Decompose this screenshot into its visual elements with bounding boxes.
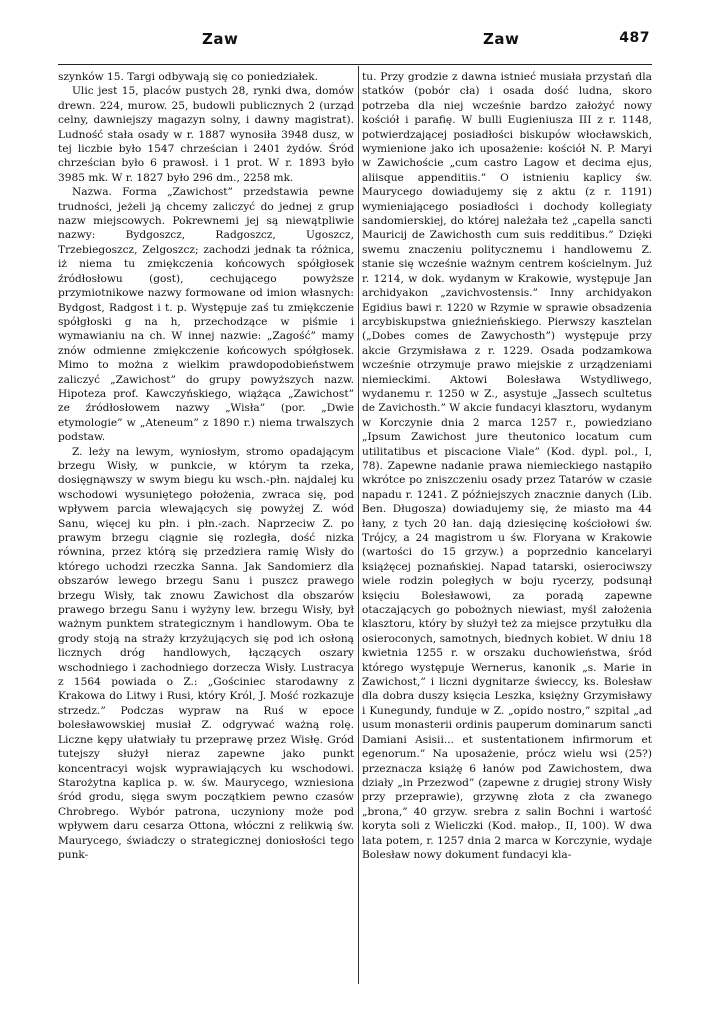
page-number: 487 <box>619 30 650 46</box>
left-column <box>58 70 354 986</box>
paragraph: szynków 15. Targi odbywają się co poniedziałek. <box>58 71 319 83</box>
paragraph: tu. Przy grodzie z dawna istnieć musiała przystań dla statków (pobór cła) i osada dość ludna, skoro potrzeba dla niej wcześnie bardzo założyć nowy kościół i parafię. W bulli Eugieniusza III z r. 1148, potwierdzającej posiadłości biskupów włocławskich, wymienione jako ich uposażenie: kościół N. P. Maryi w Zawichoście „cum castro Lagow et decima ejus, aliisque appenditiis.” O istnieniu kaplicy św. Maurycego dowiadujemy się z aktu (z r. 1191) wymieniającego posiadłości i dochody kollegiaty sandomierskiej, do której należała też „capella sancti Mauricij de Zawichosth cum suis redditibus.” Dzięki swemu znaczeniu politycznemu i handlowemu Z. stanie się wcześnie ważnym centrem kościelnym. Już r. 1214, w dok. wydanym w Krakowie, występuje Jan archidyakon „zavichvostensis.” Inny archidyakon Egidius bawi r. 1220 w Rzymie w sprawie obsadzenia arcybiskupstwa gnieźnieńskiego. Pierwszy kasztelan („Dobes comes de Zawychosth”) występuje przy akcie Grzymisława z r. 1229. Osada podzamkowa wcześnie otrzymuje prawo miejskie z urządzeniami niemieckimi. Aktowi Bolesława Wstydliwego, wydanemu r. 1250 w Z., asystuje „Jassech scultetus de Zavichosth.” W akcie fundacyi klasztoru, wydanym w Korczynie dnia 2 marca 1257 r., powiedziano „Ipsum Zawichost jure theutonico locatum cum utilitatibus et piscacione Viale” (Kod. dypl. pol., I, 78). Zapewne nadanie prawa niemieckiego nastąpiło wkrótce po zniszczeniu osady przez Tatarów w czasie napadu r. 1241. Z późniejszych znacznie danych (Lib. Ben. Długosza) dowiadujemy się, że miasto ma 44 łany, z tych 20 łan. dają dziesięcinę kościołowi św. Trójcy, a 24 magistrom u św. Floryana w Krakowie (wartości do 15 grzyw.) a poprzednio kancelaryi książęcej poznańskiej. Napad tatarski, osierociwszy wiele rodzin poległych w boju rycerzy, podsunął księciu Bolesławowi, za poradą zapewne otaczających go pobożnych niewiast, myśl założenia klasztoru, który by służył też za miejsce przytułku dla osieroconych, samotnych, biednych kobiet. W dniu 18 kwietnia 1255 r. w orszaku duchowieństwa, śród którego występuje Wernerus, kanonik „s. Marie in Zawichost,” i liczni dygnitarze świeccy, ks. Bolesław dla dobra duszy księcia Leszka, księżny Grzymisławy i Kunegundy, funduje w Z. „opido nostro,” szpital „ad usum monasterii ordinis pauperum dominarum sancti Damiani Asisii... et sustentationem infirmorum et egenorum.” Na uposażenie, prócz wielu wsi (25?) przeznacza książę 6 łanów pod Zawichostem, dwa działy „in Przezwod” (zapewne z drugiej strony Wisły przy przeprawie), grzywnę złota z cła zwanego „brona,” 40 grzyw. srebra z salin Bochni i wartość koryta soli z Wieliczki (Kod. małop., II, 100). W dwa lata potem, r. 1257 dnia 2 marca w Korczynie, wydaje Bolesław nowy dokument fundacyi kla- <box>362 71 652 861</box>
running-head-left: Zaw <box>202 30 239 48</box>
running-head-right: Zaw <box>483 30 520 48</box>
page-header <box>58 30 650 52</box>
paragraph: Z. leży na lewym, wyniosłym, stromo opadającym brzegu Wisły, w punkcie, w którym ta rzeka, dosięgnąwszy w swym biegu ku wsch.-płn. najdalej ku wschodowi wysuniętego położenia, zwraca się, pod wpływem parcia wlewających się powyżej Z. wód Sanu, więcej ku płn. i płn.-zach. Naprzeciw Z. po prawym brzegu ciągnie się rozległa, dość nizka równina, przez którą się przedziera ramię Wisły do którego uchodzi rzeczka Sanna. Jak Sandomierz dla obszarów lewego brzegu Sanu i puszcz prawego brzegu Wisły, tak znowu Zawichost dla obszarów prawego brzegu Sanu i wyżyny lew. brzegu Wisły, był ważnym punktem strategicznym i handlowym. Oba te grody stoją na straży krzyżujących się pod ich osłoną licznych dróg handlowych, łączących oszary wschodniego i zachodniego dorzecza Wisły. Lustracya z 1564 powiada o Z.: „Gościniec starodawny z Krakowa do Litwy i Rusi, który Król, J. Mość rozkazuje strzedz.” Podczas wypraw na Ruś w epoce bolesławowskiej musiał Z. odgrywać ważną rolę. Liczne kępy ułatwiały tu przeprawę przez Wisłę. Gród tutejszy służył nieraz zapewne jako punkt koncentracyi wojsk wyprawiających ku wschodowi. Starożytna kaplica p. w. św. Maurycego, wzniesiona śród grodu, sięga swym początkiem pewno czasów Chrobrego. Wybór patrona, uczyniony może pod wpływem daru cesarza Ottona, włóczni z relikwią św. Maurycego, świadczy o strategicznej doniosłości tego punk- <box>58 445 354 861</box>
header-rule <box>58 64 652 65</box>
column-divider <box>358 66 359 984</box>
right-column <box>362 70 652 986</box>
paragraph: Nazwa. Forma „Zawichost” przedstawia pewne trudności, jeżeli ją chcemy zaliczyć do jednej z grup nazw miejscowych. Pokrewnemi jej są niewątpliwie nazwy: Bydgoszcz, Radgoszcz, Ugoszcz, Trzebiegoszcz, Zelgoszcz; zachodzi jednak ta różnica, iż niema tu zmiękczenia końcowych spółgłosek źródłosłowu (gost), cechującego powyższe przymiotnikowe nazwy formowane od imion własnych: Bydgost, Radgost i t. p. Występuje zaś tu zmiękczenie spółgłoski g na h, przechodzące w piśmie i wymawianiu na ch. W innej nazwie: „Zagość” mamy znów odmienne zmiękczenie końcowych spółgłosek. Mimo to można z wielkim prawdopodobieństwem zaliczyć „Zawichost” do grupy powyższych nazw. Hipoteza prof. Kawczyńskiego, wiążąca „Zawichost” ze źródłosłowem nazwy „Wisła” (por. „Dwie etymologie” w „Ateneum” z 1890 r.) niema trwalszych podstaw. <box>58 186 354 444</box>
paragraph: Ulic jest 15, placów pustych 28, rynki dwa, domów drewn. 224, murow. 25, budowli publicznych 2 (urząd celny, dawniejszy magazyn solny, i dawny magistrat). Ludność stała osady w r. 1887 wynosiła 3948 dusz, w tej liczbie było 1547 chrześcian i 2401 żydów. Śród chrześcian było 6 prawosł. i 1 prot. W r. 1893 było 3985 mk. W r. 1827 było 296 dm., 2258 mk. <box>58 85 354 184</box>
